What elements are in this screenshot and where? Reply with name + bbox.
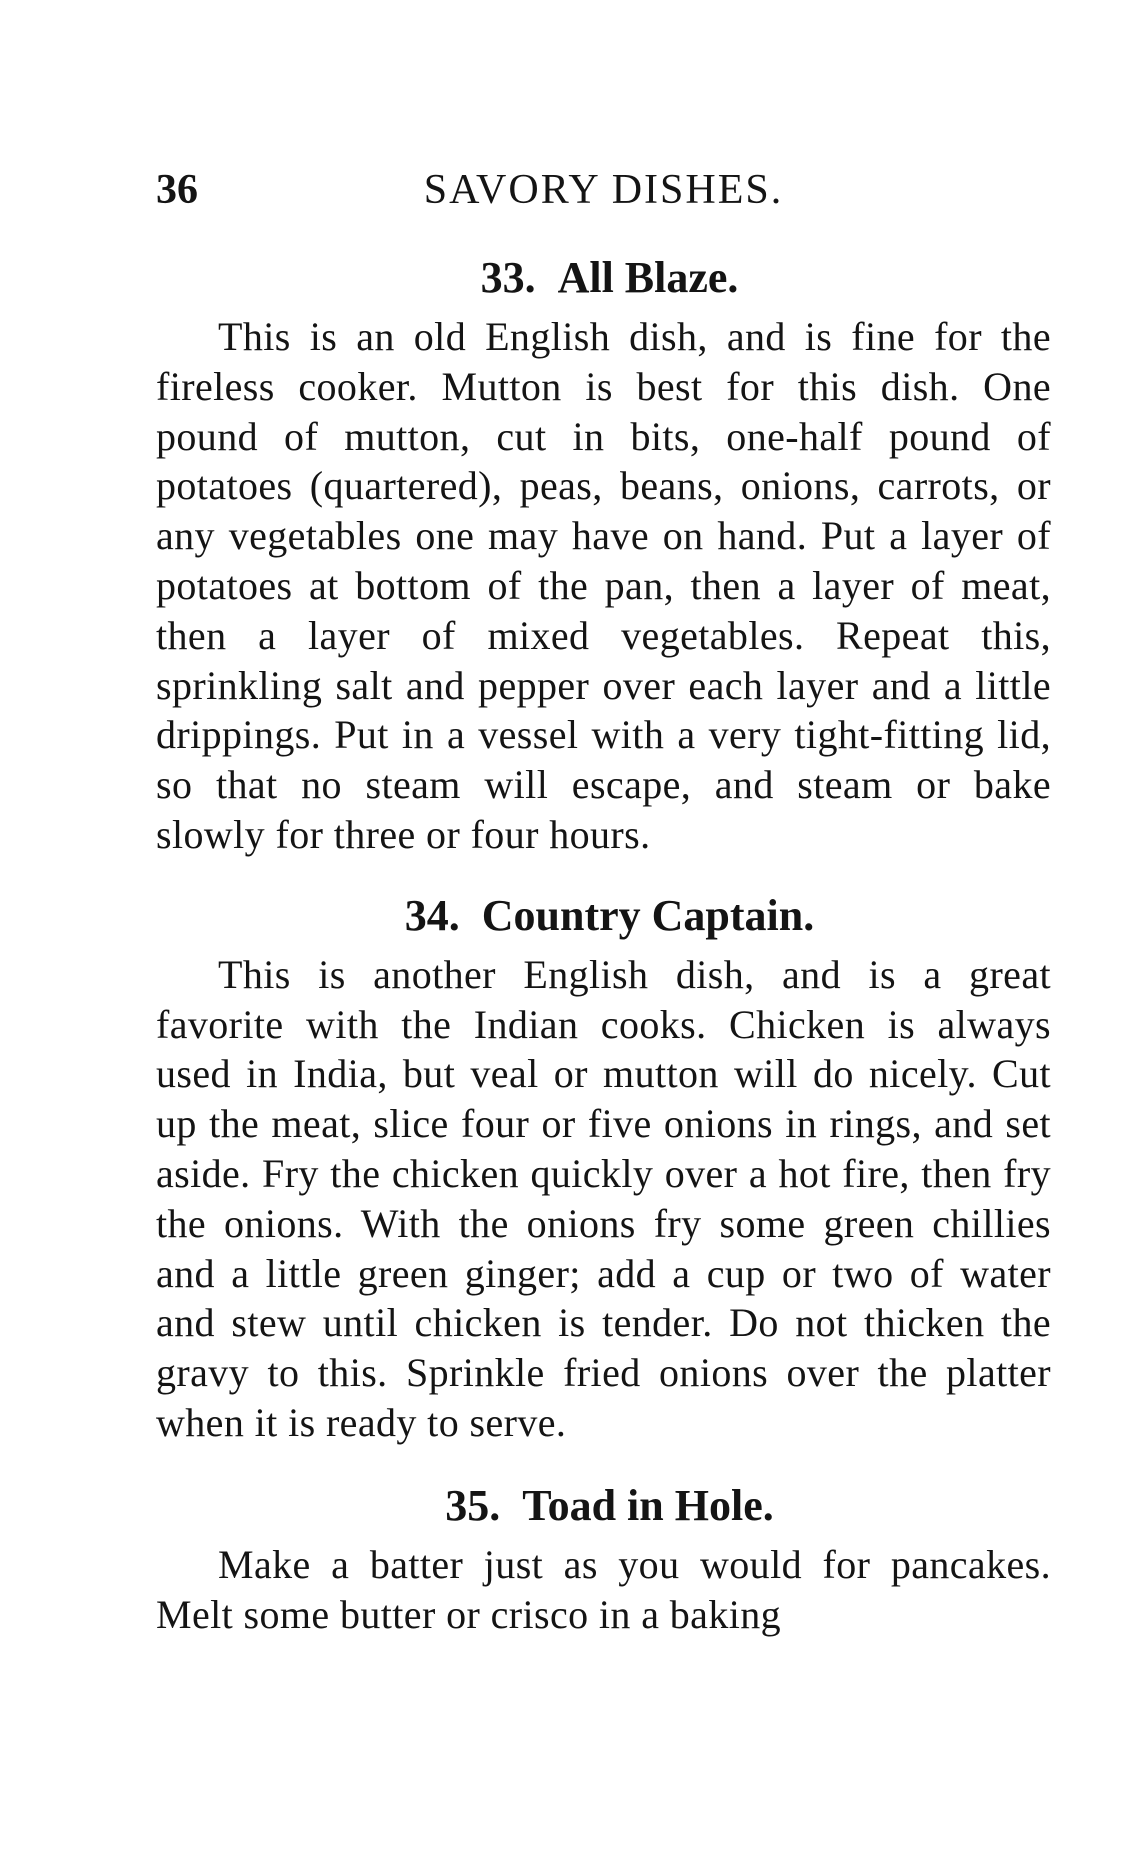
recipe-33 — [156, 250, 1051, 860]
recipe-body: This is an old English dish, and is fine for the fireless cooker. Mutton is best for this dish. One pound of mutton, cut in bits, one-half pound of potatoes (quartered), peas, beans, onions, carrots, or any vegetables one may have on hand. Put a layer of potatoes at bottom of the pan, then a layer of meat, then a layer of mixed vegetables. Repeat this, sprinkling salt and pepper over each layer and a little drippings. Put in a vessel with a very tight-fitting lid, so that no steam will escape, and steam or bake slowly for three or four hours. — [156, 314, 1051, 857]
running-head-title: SAVORY DISHES. — [423, 167, 784, 213]
recipe-title: All Blaze. — [557, 253, 739, 302]
recipe-heading — [156, 250, 1051, 306]
running-head — [156, 160, 1051, 220]
recipe-heading — [156, 888, 1051, 944]
recipe-34 — [156, 888, 1051, 1448]
recipe-number: 34. — [404, 890, 460, 940]
recipe-number: 33. — [480, 253, 536, 302]
recipe-heading — [156, 1478, 1051, 1534]
page-content — [156, 250, 1051, 1639]
recipe-35 — [156, 1478, 1051, 1640]
recipe-body: This is another English dish, and is a great favorite with the Indian cooks. Chicken is always used in India, but veal or mutton will do nicely. Cut up the meat, slice four or five onions in rings, and set aside. Fry the chicken quickly over a hot fire, then fry the onions. With the onions fry some green chillies and a little green ginger; add a cup or two of water and stew until chicken is tender. Do not thicken the gravy to this. Sprinkle fried onions over the platter when it is ready to serve. — [156, 951, 1051, 1445]
recipe-number: 35. — [445, 1480, 501, 1530]
recipe-title: Toad in Hole. — [522, 1480, 774, 1530]
page-number: 36 — [156, 167, 198, 213]
recipe-body: Make a batter just as you would for pancakes. Melt some butter or crisco in a baking — [156, 1541, 1051, 1637]
recipe-title: Country Captain. — [481, 890, 815, 940]
